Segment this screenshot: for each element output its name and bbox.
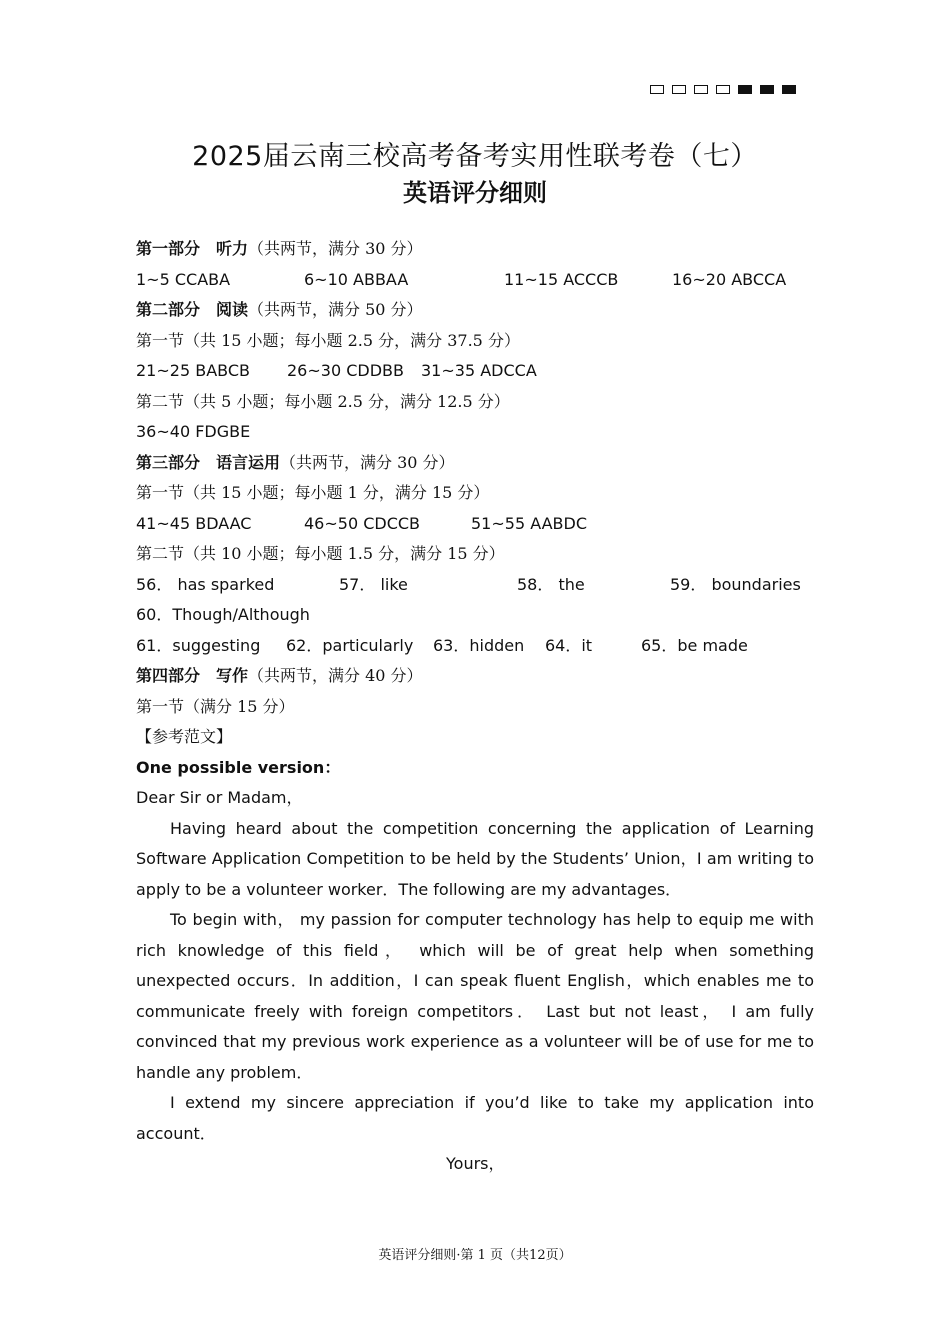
- empty-box-icon: [716, 85, 730, 94]
- letter-greeting: Dear Sir or Madam，: [136, 788, 303, 807]
- part2-note: （共两节，满分 50 分）: [248, 300, 423, 319]
- part1-note: （共两节，满分 30 分）: [248, 239, 423, 258]
- part4-note: （共两节，满分 40 分）: [248, 666, 423, 685]
- answer-group: 51~55 AABDC: [471, 513, 588, 533]
- answer-group: 26~30 CDDBB: [287, 361, 404, 380]
- answer-group: 16~20 ABCCA: [672, 269, 787, 289]
- letter-paragraph: To begin with， my passion for computer technology has help to equip me with rich knowledge of this field， which will be of great help when something unexpected occurs．In addition，I can speak fluent English，which enables me to communicate freely with foreign competitors． Last but not least， I am fully convinced that my previous work experience as a volunteer will be of use for me to handle any problem．: [136, 910, 815, 1082]
- version-label: One possible version：: [136, 757, 341, 777]
- filled-box-icon: [782, 85, 796, 94]
- part3-heading: 第三部分 语言运用: [136, 452, 281, 472]
- part1-answers: [136, 265, 814, 296]
- document-body: [136, 234, 814, 1180]
- part3-section2-row2: 60．Though/Although: [136, 605, 310, 624]
- part2-heading: 第二部分 阅读: [136, 300, 249, 319]
- answer-item: 61．suggesting: [136, 635, 261, 655]
- part1-heading-line: [136, 234, 814, 265]
- part3-section1-answers: [136, 509, 814, 540]
- answer-item: 59． boundaries: [670, 574, 801, 594]
- empty-box-icon: [694, 85, 708, 94]
- header-marks: [650, 85, 796, 94]
- part3-section2-heading: 第二节（共 10 小题；每小题 1.5 分，满分 15 分）: [136, 544, 505, 563]
- letter-closing: Yours，: [446, 1154, 505, 1173]
- filled-box-icon: [738, 85, 752, 94]
- document-subtitle: 英语评分细则: [403, 179, 547, 207]
- answer-group: 46~50 CDCCB: [304, 513, 421, 533]
- answer-item: 57． like: [339, 574, 408, 594]
- answer-item: 65．be made: [641, 635, 748, 655]
- sample-essay-label: 【参考范文】: [136, 727, 233, 746]
- part3-section1-heading: 第一节（共 15 小题；每小题 1 分，满分 15 分）: [136, 483, 490, 502]
- part2-section2-answers: 36~40 FDGBE: [136, 422, 251, 441]
- part2-section2-heading: 第二节（共 5 小题；每小题 2.5 分，满分 12.5 分）: [136, 391, 510, 411]
- answer-group: 21~25 BABCB: [136, 361, 250, 380]
- part1-heading: 第一部分 听力: [136, 239, 249, 258]
- empty-box-icon: [650, 85, 664, 94]
- filled-box-icon: [760, 85, 774, 94]
- answer-group: 11~15 ACCCB: [504, 269, 619, 289]
- part3-section2-row3: [136, 631, 814, 662]
- answer-item: 63．hidden: [433, 635, 525, 655]
- part4-heading-line: [136, 661, 814, 692]
- part2-section1-heading: 第一节（共 15 小题；每小题 2.5 分，满分 37.5 分）: [136, 330, 520, 350]
- answer-group: 1~5 CCABA: [136, 269, 231, 289]
- page-footer: 英语评分细则·第 1 页（共12页）: [378, 1248, 572, 1263]
- empty-box-icon: [672, 85, 686, 94]
- part3-note: （共两节，满分 30 分）: [280, 452, 455, 472]
- part2-section1-answers: [136, 356, 814, 387]
- answer-group: 41~45 BDAAC: [136, 513, 252, 533]
- letter-paragraph: I extend my sincere appreciation if you’d like to take my application into account．: [136, 1093, 814, 1143]
- answer-item: 58． the: [517, 574, 585, 594]
- part3-heading-line: [136, 448, 814, 479]
- document-title: 2025届云南三校高考备考实用性联考卷（七）: [192, 141, 758, 172]
- letter-paragraph: Having heard about the competition concerning the application of Learning Software Application Competition to be held by the Students’ Union，I am writing to apply to be a volunteer worker．The following are my advantages．: [136, 818, 814, 899]
- answer-group: 31~35 ADCCA: [421, 361, 537, 380]
- answer-item: 62．particularly: [286, 635, 414, 655]
- answer-group: 6~10 ABBAA: [304, 269, 409, 289]
- part4-section1-heading: 第一节（满分 15 分）: [136, 696, 295, 716]
- part4-heading: 第四部分 写作: [136, 666, 249, 685]
- part3-section2-row1: [136, 570, 814, 601]
- part2-heading-line: [136, 295, 814, 326]
- answer-item: 64．it: [545, 635, 593, 655]
- answer-item: 56． has sparked: [136, 574, 275, 594]
